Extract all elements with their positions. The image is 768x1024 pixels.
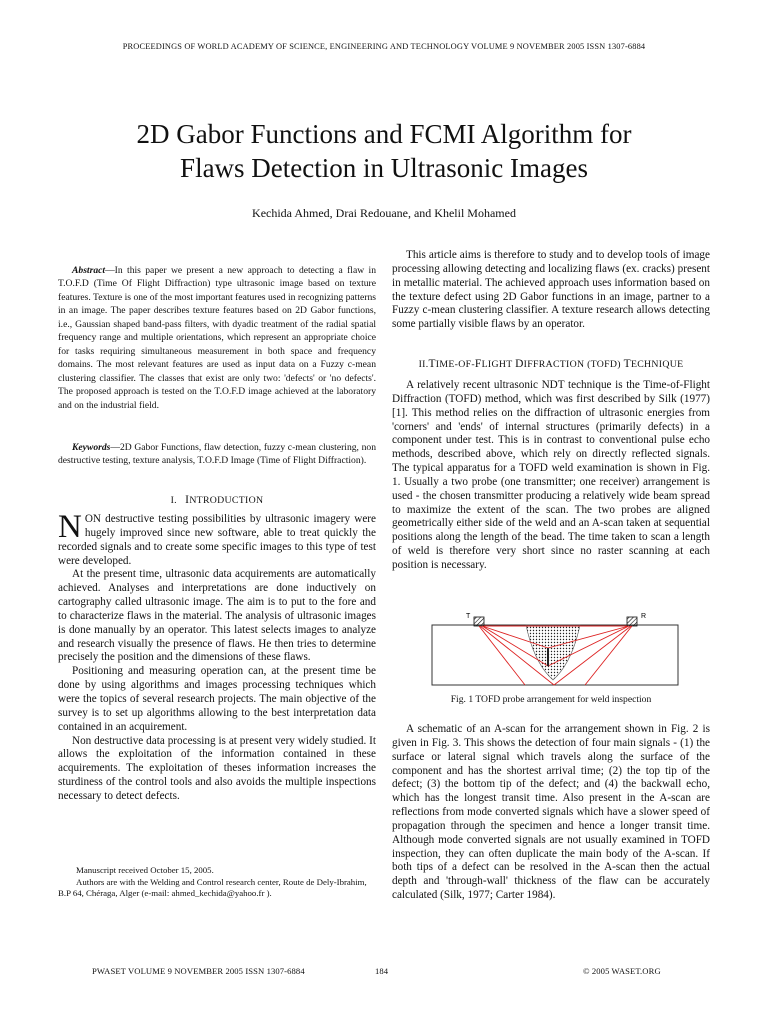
intro-paragraph-2: At the present time, ultrasonic data acquirements are automatically achieved. Analyses and interpretations are done inductively on cartography called ultrasonic image. The aim is to put to the fore and to characterize flaws in the material. The analysis of ultrasonic images is done manually by an operator. This latest selects images to analyze and research visually the presence of flaws. He then tries to determine precisely the position and the dimensions of these flaws.: [58, 568, 376, 664]
right-paragraph-1: This article aims is therefore to study and to develop tools of image processing allowing detecting and localizing flaws (ex. cracks) present in metallic material. The achieved approach uses information based on the texture defect using 2D Gabor functions in an image, partner to a Fuzzy c-mean clustering classifier. A texture research allows detecting some partially visible flaws by an operator.: [392, 249, 710, 331]
footer-copyright: © 2005 WASET.ORG: [583, 966, 661, 976]
section-heading-tofd: II.TIME-OF-FLIGHT DIFFRACTION (TOFD) TECHNIQUE: [418, 358, 684, 370]
right-paragraph-3: A schematic of an A-scan for the arrangement shown in Fig. 2 is given in Fig. 3. This shows the detection of four main signals - (1) the surface or lateral signal which travels along the surface of the component and has the shortest arrival time; (2) the top tip of the defect; (3) the bottom tip of the defect; and (4) the backwall echo, which has the longest transit time. Also present in the A-scan are reflections from mode converted signals which have a slower speed of propagation through the specimen and hence a longer transit time. Although mode converted signals are not usually examined in TOFD inspection, they can often duplicate the main body of the A-scan. If both tips of a defect can be resolved in the A-scan then the actual depth and 'through-wall' thickness of the flaw can be accurately calculated (Silk, 1977; Carter 1984).: [392, 723, 710, 902]
label-transmitter: T: [466, 613, 471, 620]
running-header: PROCEEDINGS OF WORLD ACADEMY OF SCIENCE, ENGINEERING AND TECHNOLOGY VOLUME 9 NOVEMBER 2005 ISSN 1307-6884: [122, 42, 646, 51]
title-line-2: Flaws Detection in Ultrasonic Images: [180, 153, 588, 183]
keywords: [58, 441, 376, 468]
receiver-probe: [627, 617, 637, 626]
right-column-bottom: [392, 723, 710, 903]
intro-paragraph-3: Positioning and measuring operation can, at the present time be done by using algorithms and images processing techniques which were the topics of several research projects. The main objective of the survey is to set up algorithms allowing to the best interpretation data contained in an acquirement.: [58, 665, 376, 733]
authors: Kechida Ahmed, Drai Redouane, and Khelil Mohamed: [252, 206, 516, 220]
paper-title: [0, 117, 768, 185]
keywords-label: Keywords: [72, 442, 111, 453]
right-column-tofd-body: [392, 379, 710, 573]
abstract-text: —In this paper we present a new approach to detecting a flaw in T.O.F.D (Time Of Flight Diffraction) type ultrasonic image based on texture features. Texture is one of the most important features used in recognizing patterns in an image. The paper describes texture features based on 2D Gabor functions, i.e., Gaussian shaped band-pass filters, with dyadic treatment of the radial spatial frequency range and multiple orientations, which represent an appropriate choice for tasks requiring simultaneous measurement in both space and frequency domains. The most relevant features are used as input data on a Fuzzy c-mean clustering classifier. The classes that exist are only two: 'defects' or 'no defects'. The proposed approach is tested on the T.O.F.D image achieved at the laboratory and on the industrial field.: [58, 265, 376, 411]
intro-paragraph-1: NON destructive testing possibilities by ultrasonic imagery were hugely improved since new software, able to treat quickly the recorded signals and to create some specific images to this type of test were developed.: [58, 509, 376, 567]
abstract: [58, 264, 376, 412]
abstract-label: Abstract: [72, 265, 106, 276]
footnotes: [58, 865, 376, 900]
transmitter-probe: [474, 617, 484, 626]
title-line-1: 2D Gabor Functions and FCMI Algorithm for: [136, 119, 632, 149]
footnote-received: Manuscript received October 15, 2005.: [76, 865, 214, 875]
keywords-text: —2D Gabor Functions, flaw detection, fuzzy c-mean clustering, non destructive testing, texture analysis, T.O.F.D Image (Time of Flight Diffraction).: [58, 442, 376, 467]
intro-paragraph-4: Non destructive data processing is at present very widely studied. It allows the exploitation of the information contained in these acquirements. The exploitation of theses information increases the sturdiness of the control tools and also avoids the multiple inspections necessary to detect defects.: [58, 734, 376, 802]
right-column-top: [392, 249, 710, 332]
tofd-diagram-svg: [430, 608, 680, 688]
introduction-body: [58, 509, 376, 804]
footnote-affiliation: Authors are with the Welding and Control research center, Route de Dely-Ibrahim, B.P 64, Chéraga, Alger (e-mail: ahmed_kechida@yahoo.fr ).: [58, 876, 367, 899]
right-paragraph-2: A relatively recent ultrasonic NDT technique is the Time-of-Flight Diffraction (TOFD) method, which was first described by Silk (1977)[1]. This method relies on the diffraction of ultrasonic energies from 'corners' and 'ends' of internal structures (primarily defects) in a component under test. This is in contrast to conventional pulse echo methods, described above, which rely on directly reflected signals. The typical apparatus for a TOFD weld examination is shown in Fig. 1. Usually a two probe (one transmitter; one receiver) arrangement is used - the chosen transmitter producing a relatively wide beam spread to maximize the extent of the scan. The two probes are aligned geometrically either side of the weld and an A-scan taken at sequential positions along the length of the bead. The time taken to scan a length of weld is therefore very short since no raster scanning at each position is necessary.: [392, 379, 710, 571]
footer-page-number: 184: [375, 966, 389, 976]
section-heading-introduction: I. INTRODUCTION: [170, 494, 264, 506]
label-receiver: R: [641, 613, 647, 620]
footer-journal: PWASET VOLUME 9 NOVEMBER 2005 ISSN 1307-6884: [92, 966, 305, 976]
figure-1-caption: Fig. 1 TOFD probe arrangement for weld inspection: [450, 694, 652, 705]
figure-1-tofd-diagram: [430, 608, 680, 688]
drop-cap: N: [58, 509, 82, 545]
